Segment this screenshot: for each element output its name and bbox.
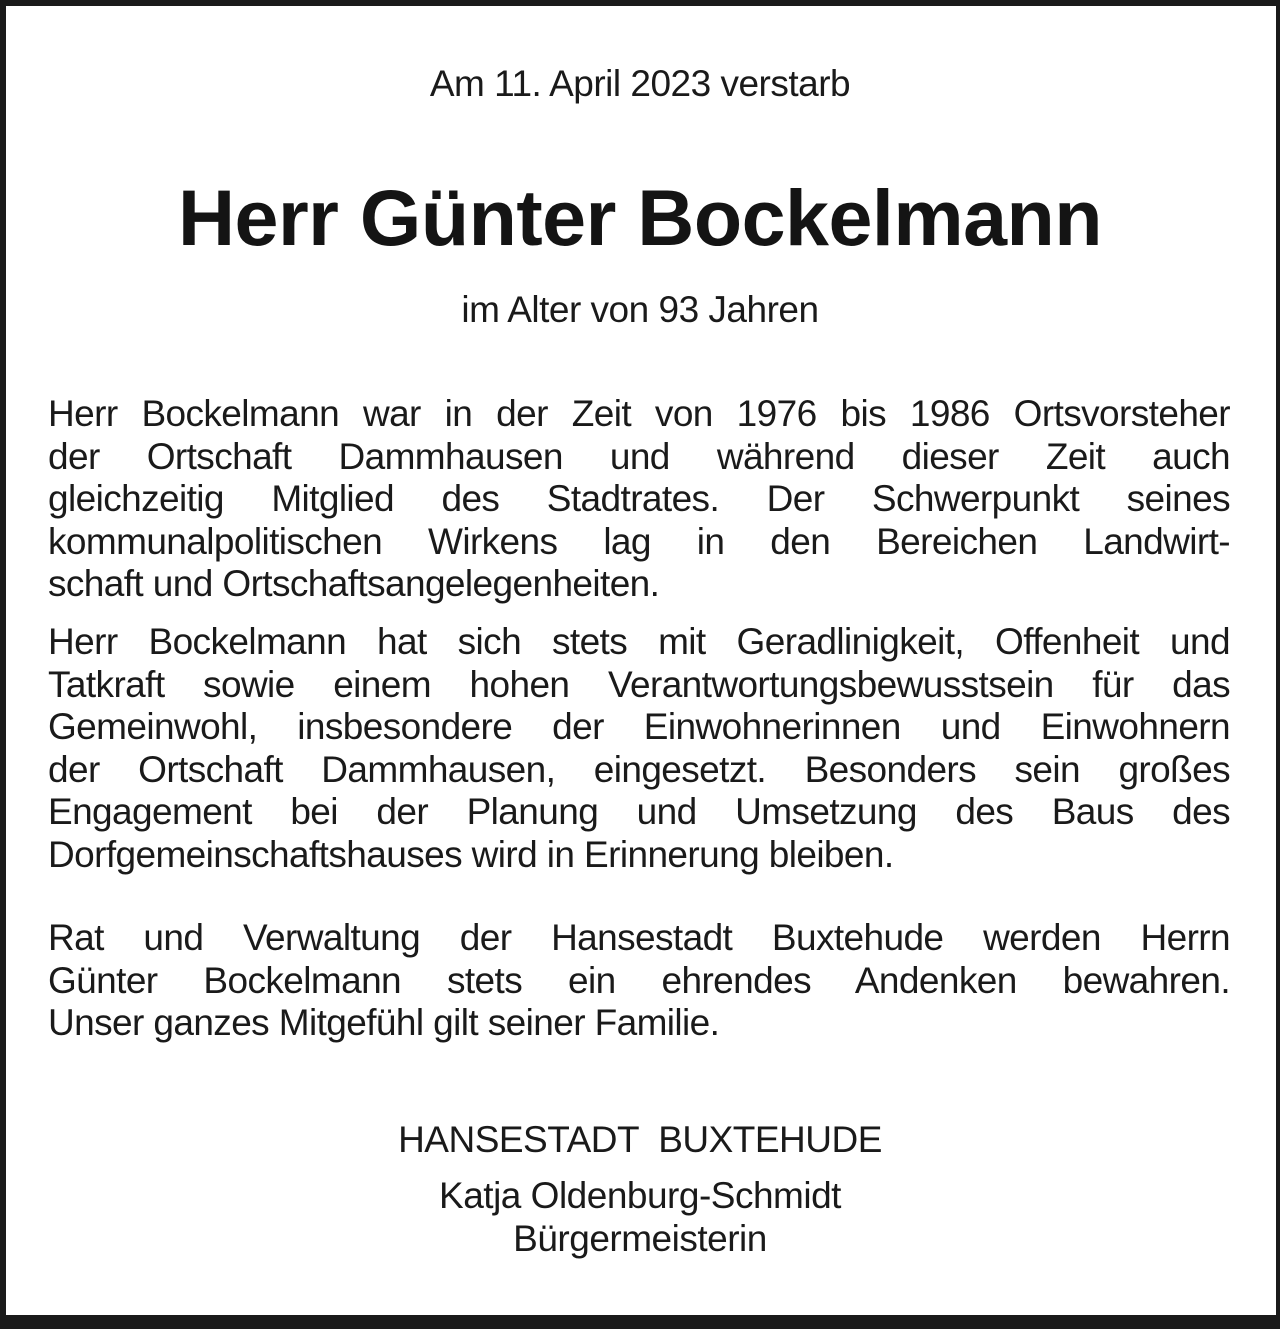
- age-line: im Alter von 93 Jahren: [461, 289, 819, 330]
- paragraph-line: Gemeinwohl, insbesondere der Einwohnerinnen und Einwohnern: [48, 706, 1230, 747]
- signature-organization: HANSESTADT BUXTEHUDE: [398, 1119, 882, 1160]
- paragraph-line: Dorfgemeinschaftshauses wird in Erinnerung bleiben.: [48, 833, 894, 875]
- paragraph-line: Tatkraft sowie einem hohen Verantwortungsbewusstsein für das: [48, 663, 1230, 705]
- paragraph-engagement: [48, 621, 1230, 876]
- paragraph-line: gleichzeitig Mitglied des Stadtrates. Der Schwerpunkt seines: [48, 478, 1230, 519]
- paragraph-line: der Ortschaft Dammhausen und während dieser Zeit auch: [48, 435, 1230, 477]
- paragraph-line: Rat und Verwaltung der Hansestadt Buxtehude werden Herrn: [48, 917, 1230, 958]
- paragraph-line: Günter Bockelmann stets ein ehrendes Andenken bewahren.: [48, 959, 1230, 1001]
- paragraph-line: Engagement bei der Planung und Umsetzung des Baus des: [48, 791, 1230, 832]
- signature-role: Bürgermeisterin: [513, 1218, 767, 1259]
- paragraph-line: Herr Bockelmann hat sich stets mit Geradlinigkeit, Offenheit und: [48, 621, 1230, 662]
- paragraph-line: Unser ganzes Mitgefühl gilt seiner Familie.: [48, 1002, 720, 1043]
- deceased-name: Herr Günter Bockelmann: [177, 173, 1103, 262]
- paragraph-line: Herr Bockelmann war in der Zeit von 1976 bis 1986 Ortsvorsteher: [48, 393, 1230, 434]
- paragraph-condolence: [48, 917, 1230, 1045]
- paragraph-career: [48, 393, 1230, 606]
- paragraph-line: schaft und Ortschaftsangelegenheiten.: [48, 563, 660, 604]
- signature-name: Katja Oldenburg-Schmidt: [439, 1175, 841, 1216]
- death-date-intro: Am 11. April 2023 verstarb: [429, 63, 851, 104]
- paragraph-line: kommunalpolitischen Wirkens lag in den Bereichen Landwirt-: [48, 520, 1230, 562]
- paragraph-line: der Ortschaft Dammhausen, eingesetzt. Besonders sein großes: [48, 748, 1230, 790]
